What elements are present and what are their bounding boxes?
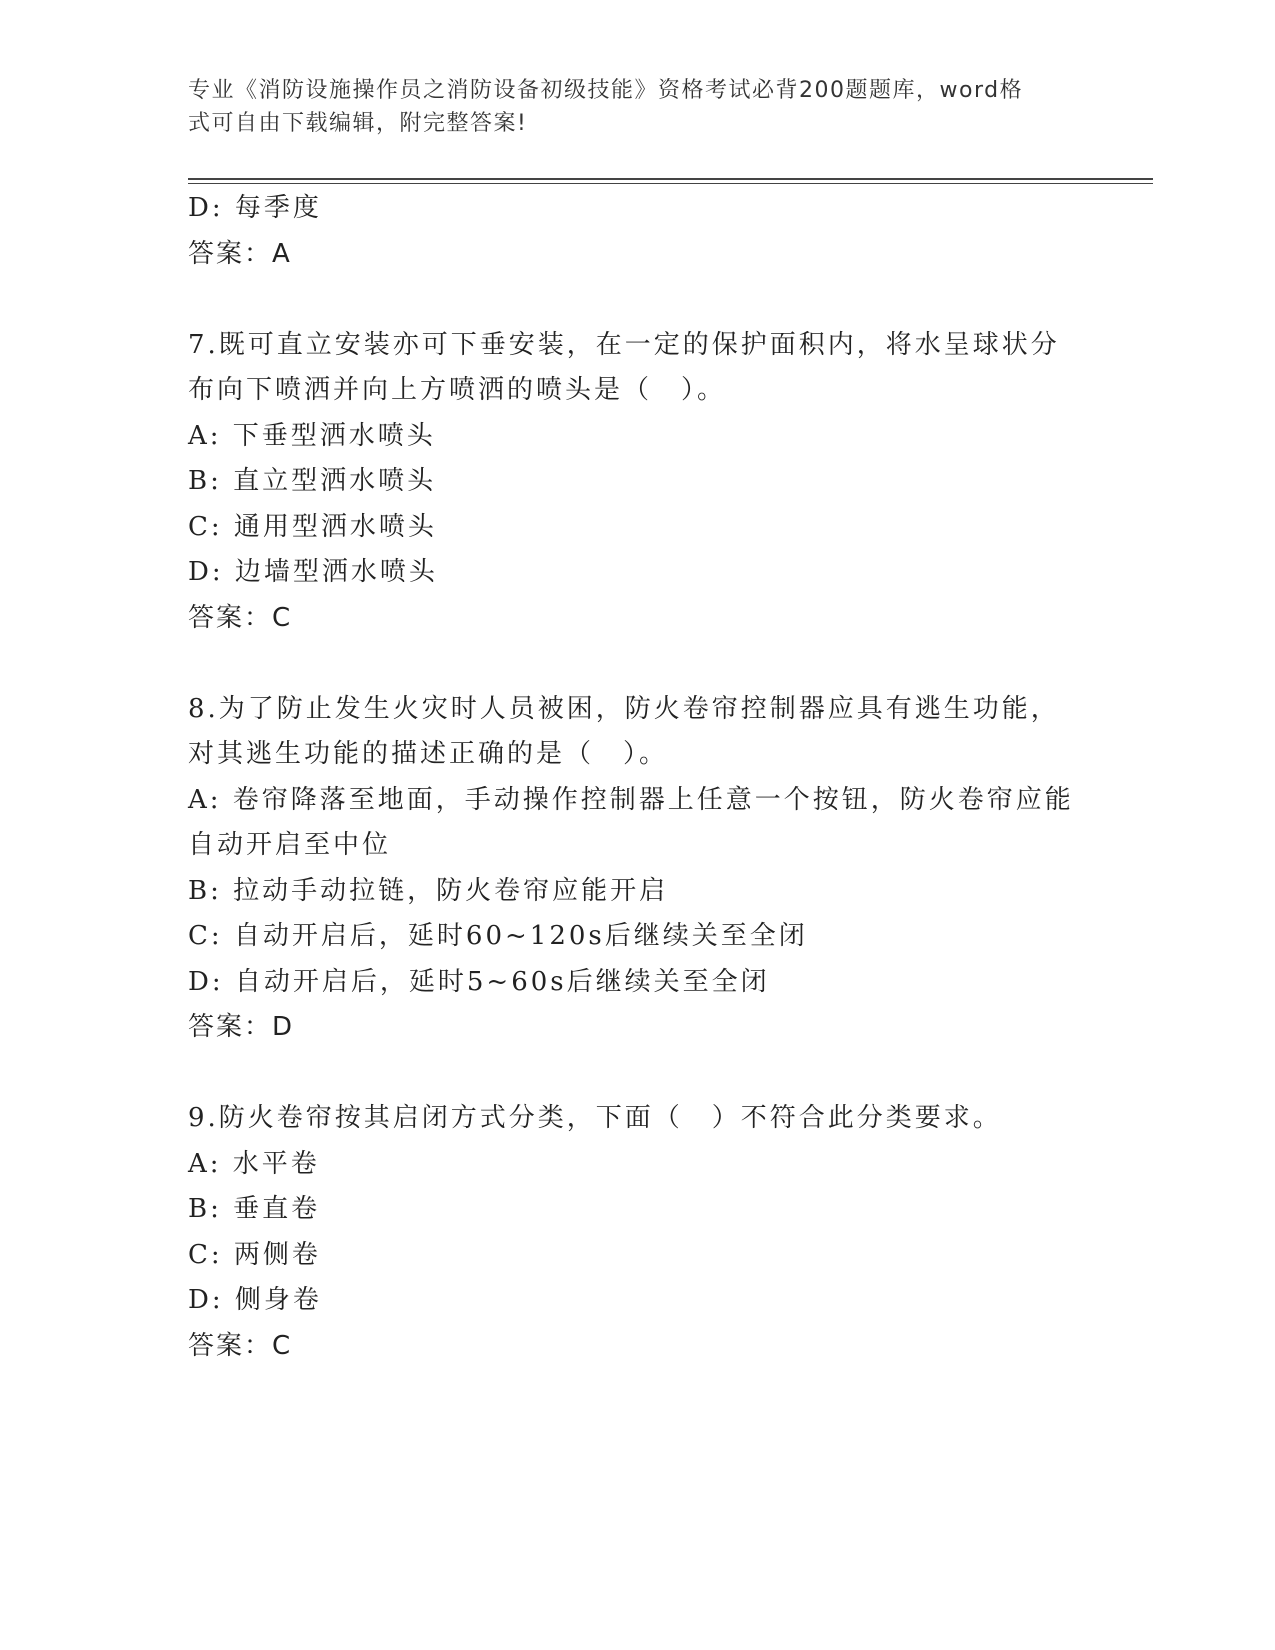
option-a-continued: 自动开启至中位 — [188, 830, 392, 860]
option-b: B: 垂直卷 — [188, 1194, 321, 1224]
option-c: C: 自动开启后，延时60~120s后继续关至全闭 — [188, 921, 808, 951]
question-8 — [188, 687, 1088, 1051]
question-spacer — [188, 1051, 1088, 1097]
option-c: C: 两侧卷 — [188, 1239, 321, 1270]
option-d: D: 边墙型洒水喷头 — [188, 557, 438, 587]
document-header — [188, 74, 1068, 140]
question-spacer — [188, 641, 1088, 687]
question-stem-line: 8.为了防止发生火灾时人员被困，防火卷帘控制器应具有逃生功能， — [188, 693, 1060, 724]
option-a: A: 下垂型洒水喷头 — [188, 420, 436, 451]
question-7 — [188, 323, 1088, 642]
answer-line: 答案：A — [188, 238, 292, 269]
option-b: B: 拉动手动拉链，防火卷帘应能开启 — [188, 875, 669, 906]
header-title-line-2: 式可自由下载编辑，附完整答案! — [188, 111, 528, 136]
option-b: B: 直立型洒水喷头 — [188, 466, 437, 496]
question-9 — [188, 1096, 1088, 1369]
answer-line: 答案：C — [188, 1330, 293, 1361]
question-stem-line: 9.防火卷帘按其启闭方式分类，下面（ ）不符合此分类要求。 — [188, 1103, 1002, 1133]
question-stem-line: 布向下喷洒并向上方喷洒的喷头是（ ）。 — [188, 375, 727, 405]
header-title-line-1: 专业《消防设施操作员之消防设备初级技能》资格考试必背200题题库，word格 — [188, 78, 1024, 103]
header-divider-thin — [188, 183, 1153, 184]
question-stem-line: 7.既可直立安装亦可下垂安装，在一定的保护面积内，将水呈球状分 — [188, 329, 1060, 360]
previous-question-tail — [188, 186, 1088, 277]
header-divider-thick — [188, 178, 1153, 180]
option-d: D: 每季度 — [188, 193, 322, 223]
option-d: D: 侧身卷 — [188, 1285, 322, 1315]
question-stem-line: 对其逃生功能的描述正确的是（ ）。 — [188, 739, 669, 769]
option-d: D: 自动开启后，延时5~60s后继续关至全闭 — [188, 966, 770, 997]
option-a: A: 卷帘降落至地面，手动操作控制器上任意一个按钮，防火卷帘应能 — [188, 784, 1074, 815]
answer-line: 答案：C — [188, 602, 293, 633]
option-c: C: 通用型洒水喷头 — [188, 511, 437, 542]
question-spacer — [188, 277, 1088, 323]
answer-line: 答案：D — [188, 1012, 295, 1042]
question-list — [188, 186, 1088, 1369]
option-a: A: 水平卷 — [188, 1148, 320, 1179]
